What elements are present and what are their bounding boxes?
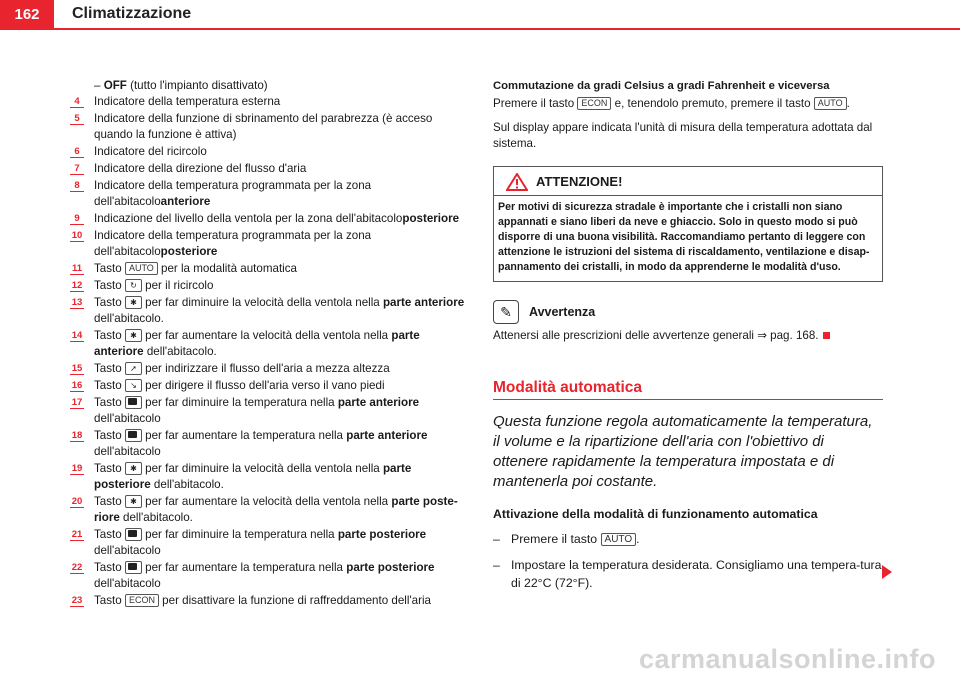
fan-icon: ✱ xyxy=(125,296,142,309)
fan-icon: ✱ xyxy=(125,495,142,508)
legend-item: 16 Tasto ↘ per dirigere il flusso dell'aria verso il vano piedi xyxy=(71,379,385,392)
auto-key: AUTO xyxy=(601,533,637,546)
temp-up-icon xyxy=(125,561,142,574)
item-number: 13 xyxy=(71,297,83,308)
header-rule xyxy=(0,28,960,30)
auto-key: AUTO xyxy=(814,97,847,110)
next-page-arrow-icon xyxy=(882,565,892,579)
item-number: 9 xyxy=(70,213,84,225)
legend-item: 10 Indicatore della temperatura programmata per la zona dell'abitacoloposteriore xyxy=(71,229,372,258)
econ-key: ECON xyxy=(577,97,611,110)
legend-item: 15 Tasto ➚ per indirizzare il flusso dell'aria a mezza altezza xyxy=(71,362,390,375)
airflow-mid-icon: ➚ xyxy=(125,362,142,375)
item-number: 22 xyxy=(71,562,83,573)
legend-item: 13 Tasto ✱ per far diminuire la velocità della ventola nella parte anteriore dell'abitacolo. xyxy=(71,296,465,325)
page-number: 162 xyxy=(0,0,54,28)
convert-title: Commutazione da gradi Celsius a gradi Fahrenheit e viceversa xyxy=(493,80,830,92)
auto-key: AUTO xyxy=(125,262,158,275)
legend-item: 9 Indicazione del livello della ventola per la zona dell'abitacoloposteriore xyxy=(70,211,470,227)
item-number: 7 xyxy=(70,163,84,175)
off-item xyxy=(70,78,470,94)
legend-item: 18 Tasto per far aumentare la temperatura nella parte anteriore dell'abitacolo xyxy=(71,429,428,458)
note-text: Attenersi alle prescrizioni delle avvertenze generali ⇒ pag. 168. xyxy=(493,328,883,344)
legend-item: 17 Tasto per far diminuire la temperatura nella parte anteriore dell'abitacolo xyxy=(71,396,420,425)
section-title: Modalità automatica xyxy=(493,380,883,400)
temp-up-icon xyxy=(125,429,142,442)
warning-header xyxy=(494,167,882,195)
fan-icon: ✱ xyxy=(125,462,142,475)
legend-list xyxy=(70,78,470,609)
legend-item: 22 Tasto per far aumentare la temperatura nella parte posteriore dell'abitacolo xyxy=(71,561,435,590)
legend-item: 6 Indicatore del ricircolo xyxy=(70,144,470,160)
note-icon: ✎ xyxy=(493,300,519,324)
section-intro: Questa funzione regola automaticamente la temperatura, il volume e la ripartizione dell'aria con l'obiettivo di ottenere rapidamente la temperatura impostata e di mantenerla poi costante. xyxy=(493,413,873,490)
legend-item: 20 Tasto ✱ per far aumentare la velocità della ventola nella parte poste-riore dell'abitacolo. xyxy=(71,495,458,524)
right-column xyxy=(493,78,883,592)
legend-item: 23 Tasto ECON per disattivare la funzione di raffreddamento dell'aria xyxy=(71,594,431,607)
page-title: Climatizzazione xyxy=(72,5,192,22)
legend-item: 4 Indicatore della temperatura esterna xyxy=(70,94,470,110)
legend-item: 12 Tasto ↻ per il ricircolo xyxy=(71,279,214,292)
temp-down-icon xyxy=(125,396,142,409)
item-number: 6 xyxy=(70,146,84,158)
legend-item: 19 Tasto ✱ per far diminuire la velocità della ventola nella parte posteriore dell'abitacolo. xyxy=(71,462,412,491)
econ-key: ECON xyxy=(125,594,159,607)
step-1: – Premere il tasto AUTO . xyxy=(493,532,640,546)
item-number: 15 xyxy=(71,363,83,374)
item-number: 20 xyxy=(71,496,83,507)
legend-item: 5 Indicatore della funzione di sbrinamento del parabrezza (è acceso quando la funzione è attiva) xyxy=(70,111,470,143)
legend-item: 8 Indicatore della temperatura programmata per la zona dell'abitacoloanteriore xyxy=(70,178,470,210)
warning-text: Per motivi di sicurezza stradale è importante che i cristalli non siano appannati e siano liberi da neve e ghiaccio. Solo in questo modo si può disporre di una buona visibilità. Raccomandiamo pertanto di leggere con attenzione le istruzioni del sistema di riscaldamento, ventilazione e disap-pannamento dei cristalli, in modo da apprenderne le modalità d'uso. xyxy=(494,195,882,281)
convert-text: Premere il tasto ECON e, tenendolo premuto, premere il tasto AUTO . xyxy=(493,97,850,110)
watermark: carmanualsonline.info xyxy=(638,644,936,674)
warning-triangle-icon xyxy=(506,173,528,191)
note-header xyxy=(493,300,883,324)
temp-down-icon xyxy=(125,528,142,541)
warning-box xyxy=(493,166,883,282)
display-text: Sul display appare indicata l'unità di misura della temperatura adottata dal sistema. xyxy=(493,121,873,150)
step-2: – Impostare la temperatura desiderata. Consigliamo una tempera-tura di 22°C (72°F). xyxy=(493,558,882,590)
item-number: 18 xyxy=(71,430,83,441)
item-number: 4 xyxy=(70,96,84,108)
note-title: Avvertenza xyxy=(529,305,596,319)
item-number: 12 xyxy=(71,280,83,291)
item-number: 5 xyxy=(70,113,84,125)
item-number: 8 xyxy=(70,180,84,192)
item-number: 23 xyxy=(71,595,83,606)
recirculation-icon: ↻ xyxy=(125,279,142,292)
fan-icon: ✱ xyxy=(125,329,142,342)
legend-item: 14 Tasto ✱ per far aumentare la velocità della ventola nella parte anteriore dell'abitacolo. xyxy=(71,329,420,358)
off-dash: – xyxy=(94,79,101,92)
item-number: 14 xyxy=(71,330,83,341)
legend-item: 7 Indicatore della direzione del flusso d'aria xyxy=(70,161,470,177)
warning-title: ATTENZIONE! xyxy=(536,174,623,189)
end-marker-icon xyxy=(823,332,830,339)
item-number: 16 xyxy=(71,380,83,391)
item-number: 19 xyxy=(71,463,83,474)
airflow-feet-icon: ↘ xyxy=(125,379,142,392)
off-label: OFF xyxy=(103,79,127,92)
item-number: 10 xyxy=(71,230,83,241)
off-desc: (tutto l'impianto disattivato) xyxy=(126,79,268,92)
item-number: 17 xyxy=(71,397,83,408)
item-number: 11 xyxy=(71,263,83,274)
activation-title: Attivazione della modalità di funzionamento automatica xyxy=(493,507,818,521)
legend-item: 11 Tasto AUTO per la modalità automatica xyxy=(71,262,297,275)
item-number: 21 xyxy=(71,529,83,540)
legend-item: 21 Tasto per far diminuire la temperatura nella parte posteriore dell'abitacolo xyxy=(71,528,427,557)
